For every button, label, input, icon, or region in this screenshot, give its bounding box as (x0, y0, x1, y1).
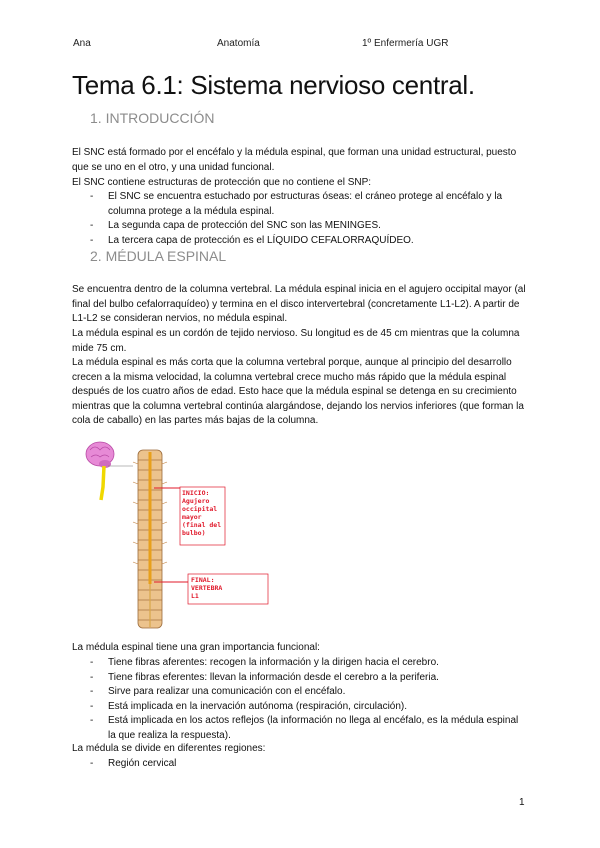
list-item-text: La tercera capa de protección es el LÍQUIDO CEFALORRAQUÍDEO. (108, 234, 414, 246)
section-heading-medula-espinal: 2. MÉDULA ESPINAL (90, 248, 227, 264)
label-end-line: VERTEBRA (191, 584, 223, 592)
list-item: - La segunda capa de protección del SNC son las MENINGES. (90, 220, 381, 232)
function-list (88, 656, 528, 744)
label-start-line: Agujero (182, 497, 210, 505)
list-item-text: Tiene fibras aferentes: recogen la información y la dirigen hacia el cerebro. (108, 657, 439, 668)
list-item: - Está implicada en los actos reflejos (la información no llega al encéfalo, es la médula espinal la que realiza la respuesta). (90, 715, 519, 741)
header-author: Ana (73, 38, 91, 49)
brainstem-cord (101, 466, 104, 500)
list-item: - Sirve para realizar una comunicación con el encéfalo. (90, 686, 346, 698)
section-heading-introduccion: 1. INTRODUCCIÓN (90, 110, 215, 126)
header-course: 1º Enfermería UGR (362, 38, 449, 49)
medula-paragraph-1: Se encuentra dentro de la columna vertebral. La médula espinal inicia en el agujero occipital mayor (al final del bulbo cefalorraquídeo) y termina en el disco intervertebral (concretamente L1-L2). A partir de L1-L2 se consideran nervios, no médula espinal. (72, 284, 526, 325)
brain-icon (86, 442, 114, 468)
list-item-text: Está implicada en los actos reflejos (la información no llega al encéfalo, es la médula espinal la que realiza la respuesta). (108, 715, 519, 741)
intro-paragraph-2: El SNC contiene estructuras de protección que no contiene el SNP: (72, 177, 372, 188)
list-item-text: El SNC se encuentra estuchado por estructuras óseas: el cráneo protege al encéfalo y la columna protege a la médula espinal. (108, 191, 503, 217)
list-item: - Región cervical (90, 758, 177, 769)
label-start-line: occipital (182, 505, 218, 513)
list-item-text: Está implicada en la inervación autónoma (respiración, circulación). (108, 700, 408, 712)
list-item-text: Sirve para realizar una comunicación con el encéfalo. (108, 686, 346, 698)
label-start-line: bulbo) (182, 529, 206, 537)
list-item-text: Región cervical (108, 758, 177, 769)
list-item: - Está implicada en la inervación autónoma (respiración, circulación). (90, 700, 408, 712)
label-start-line: INICIO: (182, 489, 210, 497)
list-item: - El SNC se encuentra estuchado por estructuras óseas: el cráneo protege al encéfalo y la columna protege a la médula espinal. (90, 191, 503, 217)
medula-paragraph-3: La médula espinal es más corta que la columna vertebral porque, aunque al principio del desarrollo crecen a la misma velocidad, la columna vertebral crece mucho más rápido que la médula espinal después de los cuatro años de edad. Esto hace que la médula espinal se detenga en su crecimiento mientras que la columna vertebral continúa alargándose, dejando los nervios inferiores (que forman la cola de caballo) en las partes más bajas de la columna. (72, 357, 524, 427)
medula-paragraph-2: La médula espinal es un cordón de tejido nervioso. Su longitud es de 45 cm mientras que la columna mide 75 cm. (72, 328, 520, 354)
region-list (88, 757, 528, 772)
list-item-text: Tiene fibras eferentes: llevan la información desde el cerebro a la periferia. (108, 671, 439, 683)
list-item: - Tiene fibras aferentes: recogen la información y la dirigen hacia el cerebro. (90, 657, 439, 668)
page-title: Tema 6.1: Sistema nervioso central. (72, 70, 475, 100)
header-subject: Anatomía (217, 38, 260, 49)
protection-list (88, 190, 528, 248)
regions-intro: La médula se divide en diferentes regiones: (72, 743, 266, 754)
page-number: 1 (519, 797, 525, 808)
label-end-line: L1 (191, 592, 199, 600)
label-start-line: mayor (182, 513, 202, 521)
label-end-line: FINAL: (191, 576, 215, 584)
list-item: - Tiene fibras eferentes: llevan la información desde el cerebro a la periferia. (90, 671, 439, 683)
list-item-text: La segunda capa de protección del SNC son las MENINGES. (108, 220, 381, 232)
intro-paragraph-1: El SNC está formado por el encéfalo y la médula espinal, que forman una unidad estructural, puesto que se uno en el otro, y una unidad funcional. (72, 147, 517, 173)
list-item: - La tercera capa de protección es el LÍQUIDO CEFALORRAQUÍDEO. (90, 234, 414, 246)
label-start-line: (final del (182, 521, 222, 529)
spinal-cord-illustration (78, 432, 278, 632)
function-intro: La médula espinal tiene una gran importancia funcional: (72, 642, 320, 653)
